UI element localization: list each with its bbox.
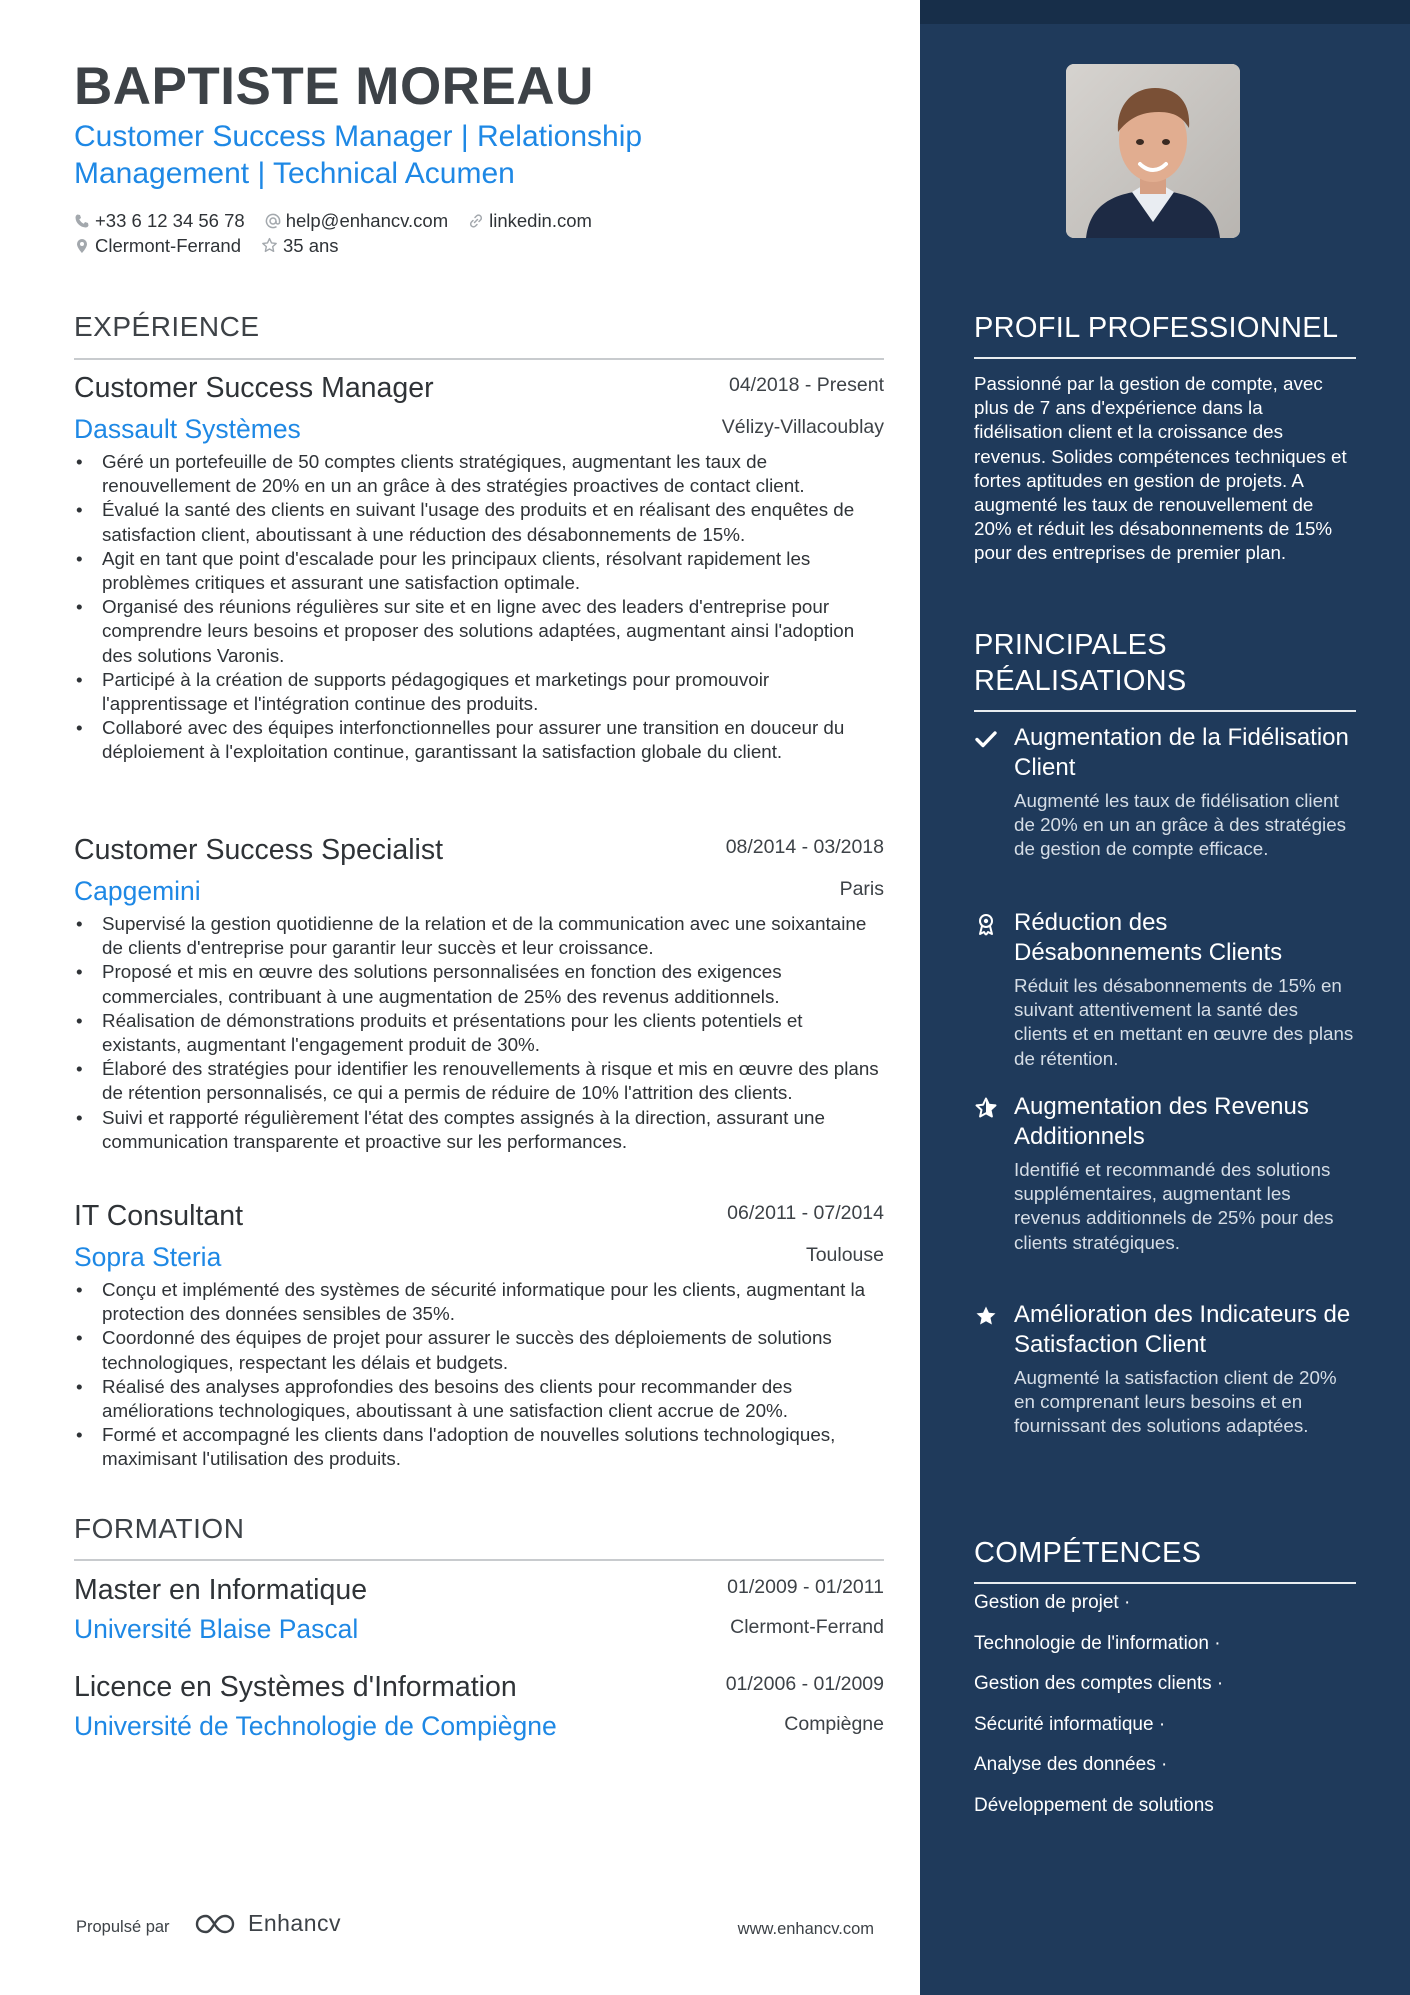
email-contact[interactable]: [265, 210, 448, 232]
achievement-title: Amélioration des Indicateurs de Satisfaction Client: [1014, 1301, 1351, 1358]
bullet-item: • Conçu et implémenté des systèmes de sécurité informatique pour les clients, augmentant la protection des données sensibles de 35%.: [74, 1278, 884, 1326]
skill-item: Développement de solutions: [974, 1794, 1214, 1816]
star-icon: [261, 237, 278, 254]
bullet-item: • Collaboré avec des équipes interfonctionnelles pour assurer une transition en douceur du déploiement à l'exploitation continue, garantissant la satisfaction globale du client.: [74, 716, 884, 764]
skill-item: Sécurité informatique ·: [974, 1713, 1166, 1735]
bullet-item: • Réalisation de démonstrations produits et présentations pour les clients potentiels et existants, augmentant l'engagement produit de 30%.: [74, 1009, 884, 1057]
job-company[interactable]: Capgemini: [74, 876, 201, 906]
linkedin-contact[interactable]: [468, 210, 592, 232]
skill-item: Technologie de l'information ·: [974, 1632, 1221, 1654]
bullet-item: • Agit en tant que point d'escalade pour les principaux clients, résolvant rapidement les problèmes critiques et assurant une satisfaction optimale.: [74, 547, 884, 595]
skills-heading: COMPÉTENCES: [974, 1537, 1202, 1569]
achievement-description: Réduit les désabonnements de 15% en suivant attentivement la santé des clients et en mettant en œuvre des plans de rétention.: [1014, 975, 1354, 1069]
achievement-item: [974, 723, 1356, 862]
job-location: Vélizy-Villacoublay: [721, 416, 884, 438]
footer-url[interactable]: www.enhancv.com: [737, 1920, 874, 1938]
award-ribbon-icon: [974, 912, 998, 936]
email-text: help@enhancv.com: [285, 209, 449, 231]
achievement-title: Augmentation des Revenus Additionnels: [1014, 1093, 1309, 1150]
phone-text: +33 6 12 34 56 78: [95, 209, 245, 231]
footer-logo[interactable]: [194, 1910, 341, 1937]
skills-list: [974, 1592, 1356, 1835]
profile-heading: PROFIL PROFESSIONNEL: [974, 312, 1339, 344]
job-location: Toulouse: [805, 1244, 884, 1266]
linkedin-text: linkedin.com: [489, 209, 592, 231]
location-pin-icon: [74, 238, 90, 254]
education-school[interactable]: Université de Technologie de Compiègne: [74, 1711, 557, 1741]
job-location: Paris: [839, 878, 884, 900]
footer-powered-by: Propulsé par: [76, 1918, 170, 1936]
phone-contact[interactable]: [74, 210, 245, 232]
job-entry: [74, 372, 884, 765]
education-degree: Licence en Systèmes d'Information: [74, 1671, 517, 1703]
education-divider: [74, 1559, 884, 1561]
achievement-description: Augmenté la satisfaction client de 20% en comprenant leurs besoins et en fournissant des solutions adaptées.: [1014, 1367, 1337, 1437]
job-company[interactable]: Dassault Systèmes: [74, 414, 301, 444]
sidebar-top-strip: [920, 0, 1410, 24]
star-outline-icon: [974, 1096, 998, 1120]
achievement-item: [974, 1092, 1356, 1255]
bullet-item: • Élaboré des stratégies pour identifier les renouvellements à risque et mis en œuvre des plans de rétention personnalisés, ce qui a permis de réduire de 10% l'attrition des clients.: [74, 1057, 884, 1105]
age-text: 35 ans: [283, 234, 339, 256]
experience-divider: [74, 358, 884, 360]
education-degree: Master en Informatique: [74, 1574, 368, 1606]
contact-info: [74, 208, 612, 258]
achievement-item: [974, 908, 1356, 1071]
location-contact: [74, 235, 241, 257]
job-bullets: [74, 1278, 884, 1472]
bullet-item: • Suivi et rapporté régulièrement l'état des comptes assignés à la direction, assurant une communication transparente et proactive sur les performances.: [74, 1106, 884, 1154]
skill-item: Analyse des données ·: [974, 1754, 1168, 1775]
achievements-divider: [974, 710, 1356, 712]
profile-photo: [1066, 64, 1240, 238]
education-heading: FORMATION: [74, 1513, 245, 1544]
education-dates: 01/2009 - 01/2011: [727, 1576, 884, 1598]
bullet-item: • Participé à la création de supports pédagogiques et marketings pour promouvoir l'apprentissage et l'intégration continue des produits.: [74, 668, 884, 716]
bullet-item: • Proposé et mis en œuvre des solutions personnalisées en fonction des exigences commerciales, contribuant à une augmentation de 25% des revenus additionnels.: [74, 960, 884, 1008]
bullet-item: • Formé et accompagné les clients dans l'adoption de nouvelles solutions technologiques, maximisant l'utilisation des produits.: [74, 1423, 884, 1471]
bullet-item: • Évalué la santé des clients en suivant l'usage des produits et en réalisant des enquêtes de satisfaction client, aboutissant à une réduction des désabonnements de 15%.: [74, 498, 884, 546]
achievements-heading: PRINCIPALES RÉALISATIONS: [974, 629, 1187, 697]
footer-brand: Enhancv: [248, 1910, 342, 1936]
job-dates: 06/2011 - 07/2014: [727, 1202, 884, 1224]
job-role: Customer Success Manager: [74, 372, 434, 404]
profile-photo-image: [1066, 64, 1240, 238]
bullet-item: • Organisé des réunions régulières sur site et en ligne avec des leaders d'entreprise pour comprendre leurs besoins et proposer des solutions adaptées, augmentant ainsi l'adoption des solutions Varonis.: [74, 595, 884, 668]
phone-icon: [74, 213, 90, 229]
bullet-item: • Géré un portefeuille de 50 comptes clients stratégiques, augmentant les taux de renouvellement de 20% en un an grâce à des stratégies proactives de contact client.: [74, 450, 884, 498]
achievement-title: Réduction des Désabonnements Clients: [1014, 909, 1283, 966]
experience-heading: EXPÉRIENCE: [74, 311, 260, 342]
job-dates: 08/2014 - 03/2018: [725, 836, 884, 858]
achievement-item: [974, 1300, 1356, 1439]
education-location: Clermont-Ferrand: [730, 1616, 884, 1638]
main-column: [74, 0, 884, 1995]
at-icon: [265, 213, 281, 229]
bullet-item: • Coordonné des équipes de projet pour assurer le succès des déploiements de solutions technologiques, respectant les délais et budgets.: [74, 1326, 884, 1374]
job-entry: [74, 1200, 884, 1472]
job-entry: [74, 834, 884, 1154]
education-school[interactable]: Université Blaise Pascal: [74, 1614, 359, 1644]
skills-divider: [974, 1582, 1356, 1584]
job-bullets: [74, 450, 884, 765]
sidebar: [920, 0, 1410, 1995]
education-entry: [74, 1574, 884, 1650]
star-filled-icon: [974, 1304, 998, 1328]
education-location: Compiègne: [784, 1713, 884, 1735]
achievement-description: Augmenté les taux de fidélisation client de 20% en un an grâce à des stratégies de gestion de compte efficace.: [1014, 790, 1347, 860]
job-role: Customer Success Specialist: [74, 834, 444, 866]
job-bullets: [74, 912, 884, 1154]
job-dates: 04/2018 - Present: [728, 374, 884, 396]
checkmark-icon: [974, 727, 998, 751]
location-text: Clermont-Ferrand: [95, 234, 241, 256]
achievement-description: Identifié et recommandé des solutions supplémentaires, augmentant les revenus additionnels de 25% pour des clients stratégiques.: [1014, 1159, 1334, 1253]
candidate-name: BAPTISTE MOREAU: [74, 57, 594, 116]
achievement-title: Augmentation de la Fidélisation Client: [1014, 724, 1349, 781]
job-company[interactable]: Sopra Steria: [74, 1242, 222, 1272]
skill-item: Gestion des comptes clients ·: [974, 1673, 1224, 1694]
education-dates: 01/2006 - 01/2009: [725, 1673, 884, 1695]
education-entry: [74, 1671, 884, 1747]
skill-item: Gestion de projet ·: [974, 1592, 1131, 1613]
age-contact: [261, 235, 339, 257]
enhancv-logo-icon: [194, 1912, 240, 1936]
bullet-item: • Réalisé des analyses approfondies des besoins des clients pour recommander des améliorations technologiques, aboutissant à une satisfaction client accrue de 20%.: [74, 1375, 884, 1423]
candidate-title: Customer Success Manager | Relationship Management | Technical Acumen: [74, 120, 643, 190]
job-role: IT Consultant: [74, 1200, 243, 1232]
profile-divider: [974, 357, 1356, 359]
bullet-item: • Supervisé la gestion quotidienne de la relation et de la communication avec une soixantaine de clients d'entreprise pour garantir leur succès et leur croissance.: [74, 912, 884, 960]
link-icon: [468, 213, 484, 229]
profile-summary: Passionné par la gestion de compte, avec plus de 7 ans d'expérience dans la fidélisation client et la croissance des revenus. Solides compétences techniques et fortes aptitudes en gestion de projets. A augmenté les taux de renouvellement de 20% et réduit les désabonnements de 15% pour des entreprises de premier plan.: [974, 373, 1347, 564]
